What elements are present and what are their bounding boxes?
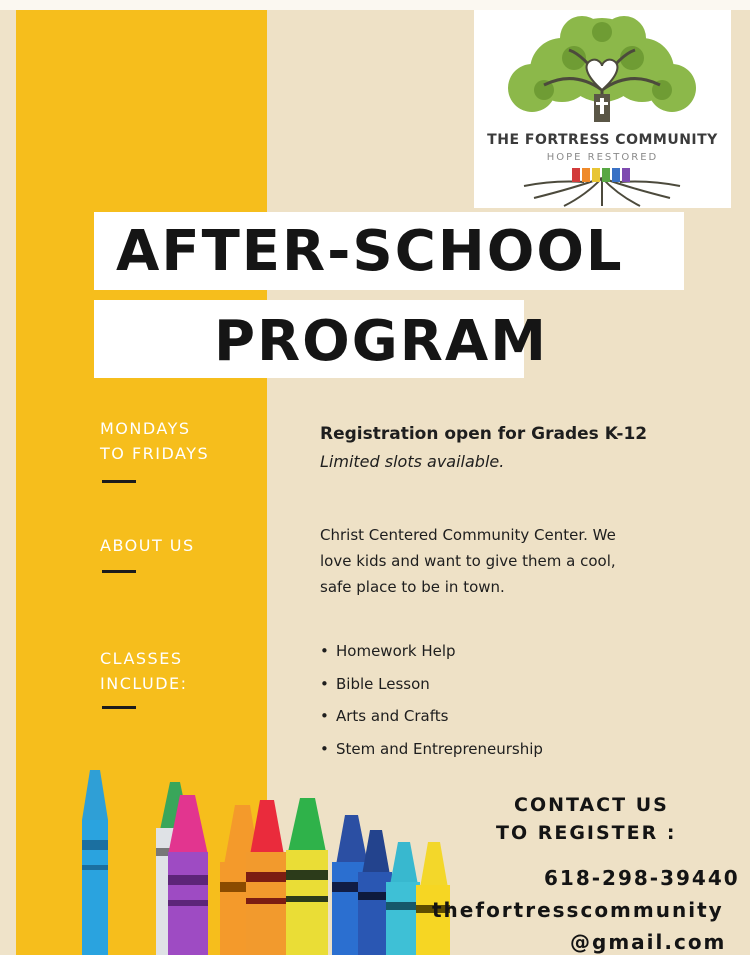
left-edge <box>0 10 16 955</box>
schedule-divider <box>102 480 136 483</box>
top-border <box>0 0 750 10</box>
title-program: PROGRAM <box>94 300 524 378</box>
classes-label-line2: INCLUDE: <box>100 674 188 693</box>
contact-phone[interactable]: 618-298-39440 <box>544 866 740 890</box>
title-after-school: AFTER-SCHOOL <box>94 212 684 290</box>
classes-divider <box>102 706 136 709</box>
about-divider <box>102 570 136 573</box>
schedule-label-line2: TO FRIDAYS <box>100 444 210 463</box>
contact-email-line1[interactable]: thefortresscommunity <box>432 898 724 922</box>
logo-subtitle: HOPE RESTORED <box>546 152 659 163</box>
crayons-illustration-icon <box>60 760 460 955</box>
contact-heading-line1: CONTACT US <box>514 794 669 816</box>
classes-label <box>100 646 188 696</box>
about-line-3: safe place to be in town. <box>320 578 505 596</box>
list-item: • Bible Lesson <box>320 675 430 693</box>
logo-title: THE FORTRESS COMMUNITY <box>487 132 718 148</box>
registration-text: Registration open for Grades K-12 <box>320 424 648 444</box>
about-line-2: love kids and want to give them a cool, <box>320 552 616 570</box>
about-line-1: Christ Centered Community Center. We <box>320 526 616 544</box>
fortress-logo <box>474 10 731 208</box>
list-item: • Arts and Crafts <box>320 707 449 725</box>
list-item: • Homework Help <box>320 642 456 660</box>
schedule-label-line1: MONDAYS <box>100 419 191 438</box>
limited-slots-text: Limited slots available. <box>320 452 505 471</box>
list-item: • Stem and Entrepreneurship <box>320 740 543 758</box>
tree-logo-icon <box>474 10 731 208</box>
about-text <box>320 522 616 600</box>
schedule-label <box>100 416 209 466</box>
classes-label-line1: CLASSES <box>100 649 183 668</box>
contact-email-line2[interactable]: @gmail.com <box>570 930 727 954</box>
contact-heading-line2: TO REGISTER : <box>496 822 677 844</box>
about-label: ABOUT US <box>100 536 195 555</box>
